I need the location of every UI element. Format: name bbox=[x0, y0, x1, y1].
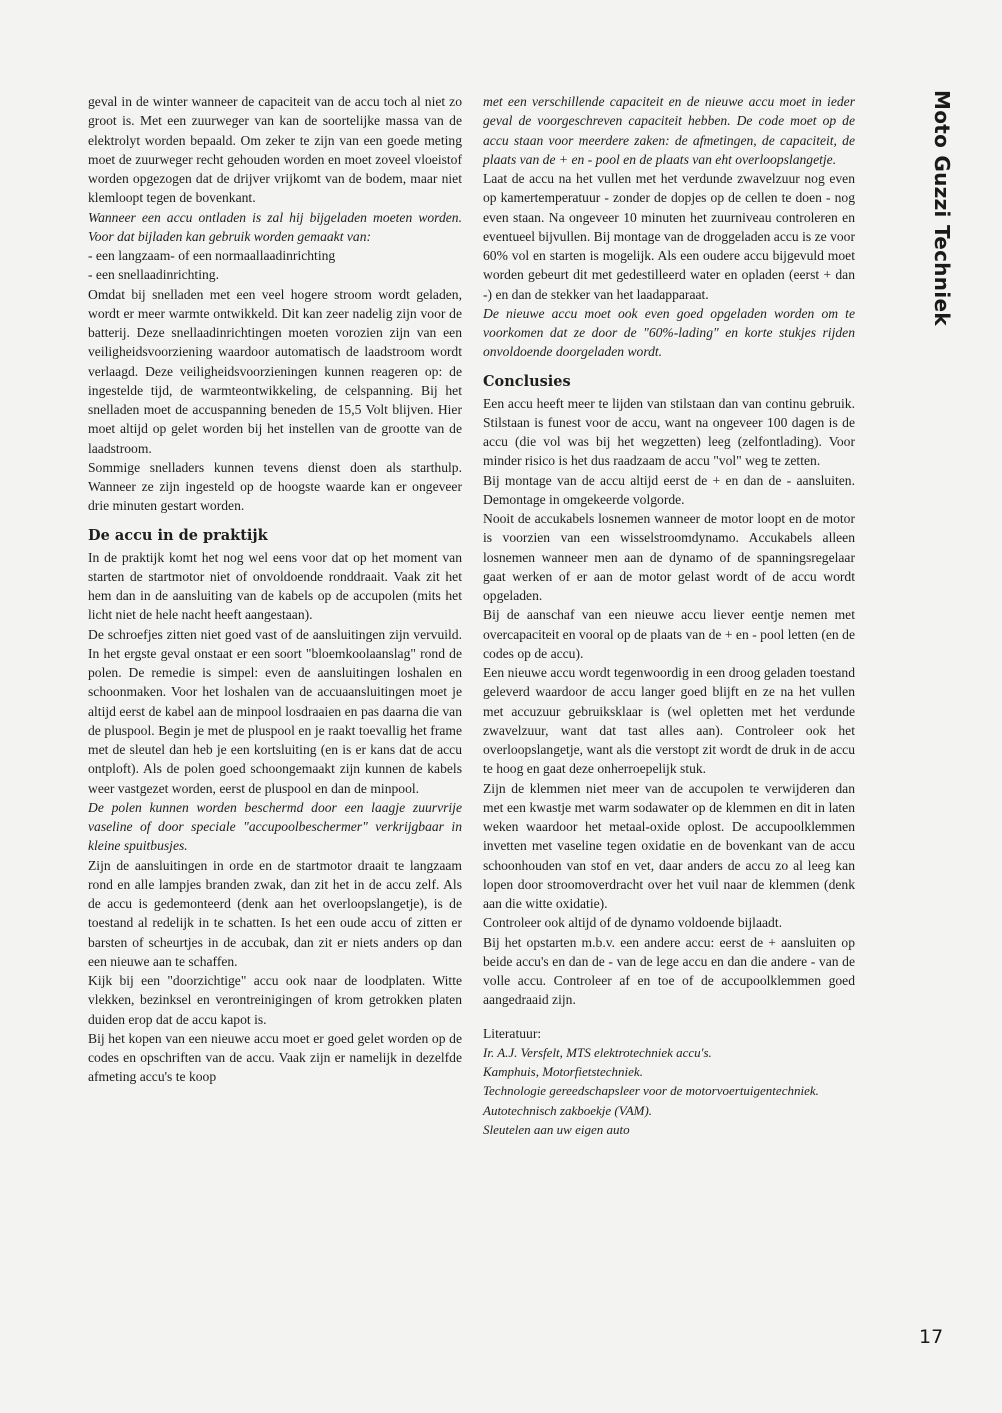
paragraph: De polen kunnen worden beschermd door een laagje zuurvrije vaseline of door speciale "accupoolbeschermer" verkrijgbaar in kleine spuitbusjes. bbox=[88, 799, 462, 854]
left-column bbox=[88, 92, 462, 1087]
section-heading: De accu in de praktijk bbox=[88, 526, 268, 544]
paragraph: Laat de accu na het vullen met het verdunde zwavelzuur nog even op kamertemperatuur - zonder de dopjes op de cellen te doen - nog even staan. Na ongeveer 10 minuten het zuurniveau controleren en eventueel bijvullen. Bij montage van de droggeladen accu is ze voor 60% vol en starten is mogelijk. Als een oudere accu bijgevuld moet worden gebeurt dit met gedestilleerd water en opladen (eerst + dan -) en dan de stekker van het laadapparaat. bbox=[483, 171, 855, 302]
section-heading: Conclusies bbox=[483, 372, 571, 390]
literature-item: Ir. A.J. Versfelt, MTS elektrotechniek accu's. bbox=[483, 1044, 712, 1060]
literature-item: Technologie gereedschapsleer voor de motorvoertuigentechniek. bbox=[483, 1083, 819, 1099]
paragraph: In de praktijk komt het nog wel eens voor dat op het moment van starten de startmotor niet of onvoldoende ronddraait. Vaak zit het hem dan in de aansluiting van de kabels op de accupolen (mits het licht niet de hele nacht heeft aangestaan). bbox=[88, 549, 462, 623]
paragraph: geval in de winter wanneer de capaciteit van de accu toch al niet zo groot is. Met een zuurweger van kan de soortelijke massa van de elektrolyt worden bepaald. Om zeker te zijn van een goede meting moet de zuurweger recht gehouden worden en moet zoveel vloeistof worden opgezogen dat de drijver vrijkomt van de bodem, maar niet klemloopt tegen de bovenkant. bbox=[88, 94, 462, 206]
literature-item: Sleutelen aan uw eigen auto bbox=[483, 1121, 630, 1137]
paragraph: Sommige snelladers kunnen tevens dienst doen als starthulp. Wanneer ze zijn ingesteld op de hoogste waarde kan er ongeveer drie minuten gestart worden. bbox=[88, 459, 462, 514]
paragraph: Zijn de klemmen niet meer van de accupolen te verwijderen dan met een kwastje met warm sodawater op de klemmen en dit in laten weken waardoor het metaal-oxide oplost. De accupoolklemmen invetten met vaseline tegen oxidatie en de bovenkant van de accu schoonhouden van stof en vet, daar anders de accu zo al leeg kan lopen door stroomoverdracht over het vuil naar de klemmen (denk aan die witte oxidatie). bbox=[483, 780, 855, 911]
list-item: - een langzaam- of een normaallaadinrichting bbox=[88, 248, 336, 263]
paragraph: De nieuwe accu moet ook even goed opgeladen worden om te voorkomen dat ze door de "60%-lading" en korte stukjes rijden onvoldoende doorgeladen wordt. bbox=[483, 305, 855, 360]
paragraph: Een nieuwe accu wordt tegenwoordig in een droog geladen toestand geleverd waardoor de accu langer goed blijft en ze na het vullen met accuzuur gebruiksklaar is (wel opletten met het verdunde zwavelzuur, want dat tast alles aan). Controleer ook het overloopslangetje, want als die verstopt zit wordt de druk in de accu te hoog en gaat deze onherroepelijk stuk. bbox=[483, 665, 855, 777]
paragraph: Bij het opstarten m.b.v. een andere accu: eerst de + aansluiten op beide accu's en dan de - van de lege accu en dan die andere - van de volle accu. Controleer af en toe of de accupoolklemmen goed aangedraaid zijn. bbox=[483, 934, 855, 1008]
side-title: Moto Guzzi Techniek bbox=[930, 90, 954, 326]
spacer bbox=[483, 1010, 855, 1024]
paragraph: Kijk bij een "doorzichtige" accu ook naar de loodplaten. Witte vlekken, bezinksel en verontreinigingen of krom getrokken platen duiden erop dat de accu kapot is. bbox=[88, 973, 462, 1027]
paragraph: Zijn de aansluitingen in orde en de startmotor draait te langzaam rond en alle lampjes branden zwak, dan zit het in de accu zelf. Als de accu is gedemonteerd (denk aan het overloopslangetje), is de toestand al redelijk in te schatten. Is het een oude accu of zitten er barsten of scheurtjes in de accubak, dan zit er niets anders op dan een nieuwe aan te schaffen. bbox=[88, 857, 462, 969]
page-number: 17 bbox=[919, 1326, 944, 1348]
paragraph: Bij de aanschaf van een nieuwe accu liever eentje nemen met overcapaciteit en vooral op de plaats van de + en - pool letten (en de codes op de accu). bbox=[483, 607, 855, 661]
paragraph: Wanneer een accu ontladen is zal hij bijgeladen moeten worden. Voor dat bijladen kan gebruik worden gemaakt van: bbox=[88, 209, 462, 244]
paragraph: met een verschillende capaciteit en de nieuwe accu moet in ieder geval de voorgeschreven capaciteit hebben. De code moet op de accu staan voor meerdere zaken: de afmetingen, de capaciteit, de plaats van de + en - pool en de plaats van eht overloopslangetje. bbox=[483, 94, 855, 167]
literature-item: Kamphuis, Motorfietstechniek. bbox=[483, 1064, 643, 1079]
paragraph: Controleer ook altijd of de dynamo voldoende bijlaadt. bbox=[483, 915, 782, 931]
literature-item: Autotechnisch zakboekje (VAM). bbox=[483, 1102, 653, 1118]
paragraph: De schroefjes zitten niet goed vast of de aansluitingen zijn vervuild. In het ergste geval onstaat er een soort "bloemkoolaanslag" rond de polen. De remedie is simpel: even de aansluitingen loshalen en schoonmaken. Voor het loshalen van de accuaansluitingen moet je altijd eerst de kabel aan de minpool losdraaien en pas daarna die van de pluspool. Begin je met de pluspool en je raakt toevallig het frame met de sleutel dan heb je een kortsluiting (en is er kans dat de accu ontploft). Als de polen goed schoongemaakt zijn kunnen de kabels weer vastgezet worden, eerst de pluspool en dan de minpool. bbox=[88, 626, 462, 796]
right-column bbox=[483, 92, 855, 1139]
literature-label: Literatuur: bbox=[483, 1025, 542, 1041]
paragraph: Nooit de accukabels losnemen wanneer de motor loopt en de motor is voorzien van een wisselstroomdynamo. Accukabels alleen losnemen wanneer men aan de dynamo of de spanningsregelaar gaat werken of er aan de motor gelast wordt of de accu wordt opgeladen. bbox=[483, 511, 855, 603]
list-item: - een snellaadinrichting. bbox=[88, 267, 219, 283]
paragraph: Bij montage van de accu altijd eerst de + en dan de - aansluiten. Demontage in omgekeerde volgorde. bbox=[483, 472, 855, 507]
paragraph: Bij het kopen van een nieuwe accu moet er goed gelet worden op de codes en opschriften van de accu. Vaak zijn er namelijk in dezelfde afmeting accu's te koop bbox=[88, 1030, 462, 1085]
paragraph: Omdat bij snelladen met een veel hogere stroom wordt geladen, wordt er meer warmte ontwikkeld. Dit kan zeer nadelig zijn voor de batterij. Deze snellaadinrichtingen moeten vorozien zijn van een veiligheidsvoorziening waardoor automatisch de laadstroom wordt verlaagd. Deze veiligheidsvoorzieningen kunnen reageren op: de ingestelde tijd, de warmteontwikkeling, de celspanning. Bij het snelladen moet de accuspanning beneden de 15,5 Volt blijven. Hier moet altijd op gelet worden bij het instellen van de grootte van de laadstroom. bbox=[88, 286, 462, 456]
paragraph: Een accu heeft meer te lijden van stilstaan dan van continu gebruik. Stilstaan is funest voor de accu, want na ongeveer 100 dagen is de accu (die vol was bij het wegzetten) leeg (zelfontlading). Voor minder risico is het dus raadzaam de accu "vol" weg te zetten. bbox=[483, 395, 855, 469]
